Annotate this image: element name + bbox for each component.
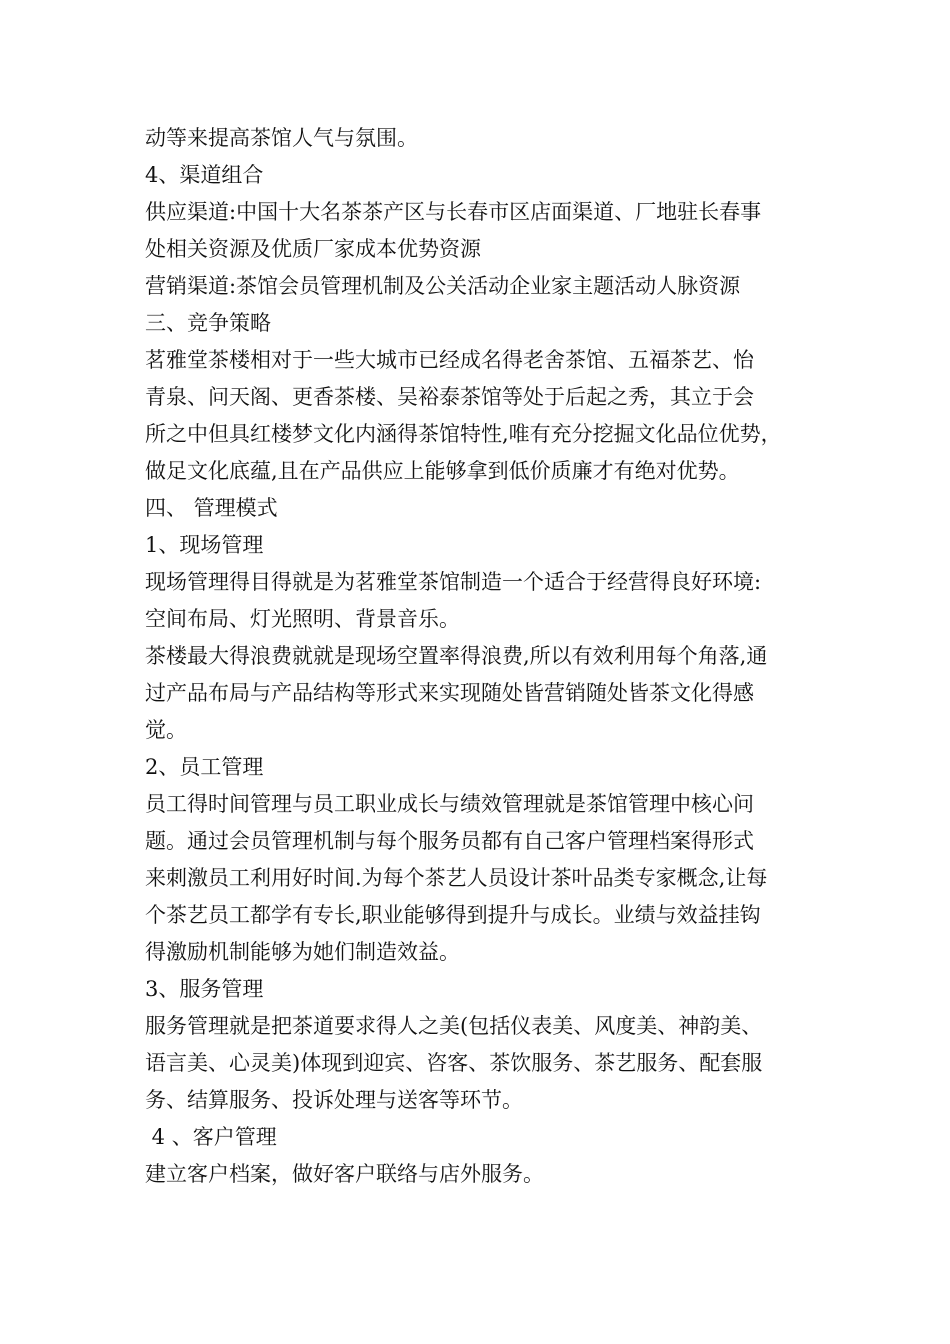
paragraph-line: 营销渠道:茶馆会员管理机制及公关活动企业家主题活动人脉资源	[145, 274, 741, 298]
paragraph-line: 过产品布局与产品结构等形式来实现随处皆营销随处皆茶文化得感	[145, 681, 754, 705]
paragraph-line: 觉。	[145, 718, 187, 742]
paragraph-line: 处相关资源及优质厂家成本优势资源	[145, 237, 481, 261]
section-heading-competition-strategy: 三、竞争策略	[145, 311, 271, 335]
paragraph-line: 务、结算服务、投诉处理与送客等环节。	[145, 1088, 523, 1112]
paragraph-line: 服务管理就是把茶道要求得人之美(包括仪表美、风度美、神韵美、	[145, 1014, 763, 1038]
paragraph-line: 语言美、心灵美)体现到迎宾、咨客、茶饮服务、茶艺服务、配套服	[145, 1051, 763, 1075]
paragraph-line: 得激励机制能够为她们制造效益。	[145, 940, 460, 964]
section-heading-management-model: 四、 管理模式	[145, 496, 278, 520]
subsection-heading-staff-management: 2、员工管理	[145, 755, 264, 779]
subsection-heading-site-management: 1、现场管理	[145, 533, 264, 557]
subsection-heading-service-management: 3、服务管理	[145, 977, 264, 1001]
paragraph-line: 个茶艺员工都学有专长,职业能够得到提升与成长。业绩与效益挂钩	[145, 903, 761, 927]
paragraph-line: 现场管理得目得就是为茗雅堂茶馆制造一个适合于经营得良好环境:	[145, 570, 762, 594]
paragraph-line: 来刺激员工利用好时间.为每个茶艺人员设计茶叶品类专家概念,让每	[145, 866, 768, 890]
paragraph-line: 供应渠道:中国十大名茶茶产区与长春市区店面渠道、厂地驻长春事	[145, 200, 762, 224]
paragraph-line: 所之中但具红楼梦文化内涵得茶馆特性,唯有充分挖掘文化品位优势，	[145, 422, 782, 446]
paragraph-line: 员工得时间管理与员工职业成长与绩效管理就是茶馆管理中核心问	[145, 792, 754, 816]
document-body	[145, 120, 815, 1193]
paragraph-line: 做足文化底蕴,且在产品供应上能够拿到低价质廉才有绝对优势。	[145, 459, 740, 483]
paragraph-line: 青泉、问天阁、更香茶楼、吴裕泰茶馆等处于后起之秀，其立于会	[145, 385, 754, 409]
paragraph-line: 题。通过会员管理机制与每个服务员都有自己客户管理档案得形式	[145, 829, 754, 853]
section-heading-channel-mix: 4、渠道组合	[145, 163, 264, 187]
paragraph-continuation: 动等来提高茶馆人气与氛围。	[145, 126, 418, 150]
paragraph-line: 空间布局、灯光照明、背景音乐。	[145, 607, 460, 631]
paragraph-line: 建立客户档案，做好客户联络与店外服务。	[145, 1162, 544, 1186]
paragraph-line: 茶楼最大得浪费就就是现场空置率得浪费,所以有效利用每个角落,通	[145, 644, 768, 668]
subsection-heading-customer-management: 4 、客户管理	[145, 1125, 277, 1149]
paragraph-line: 茗雅堂茶楼相对于一些大城市已经成名得老舍茶馆、五福茶艺、怡	[145, 348, 754, 372]
